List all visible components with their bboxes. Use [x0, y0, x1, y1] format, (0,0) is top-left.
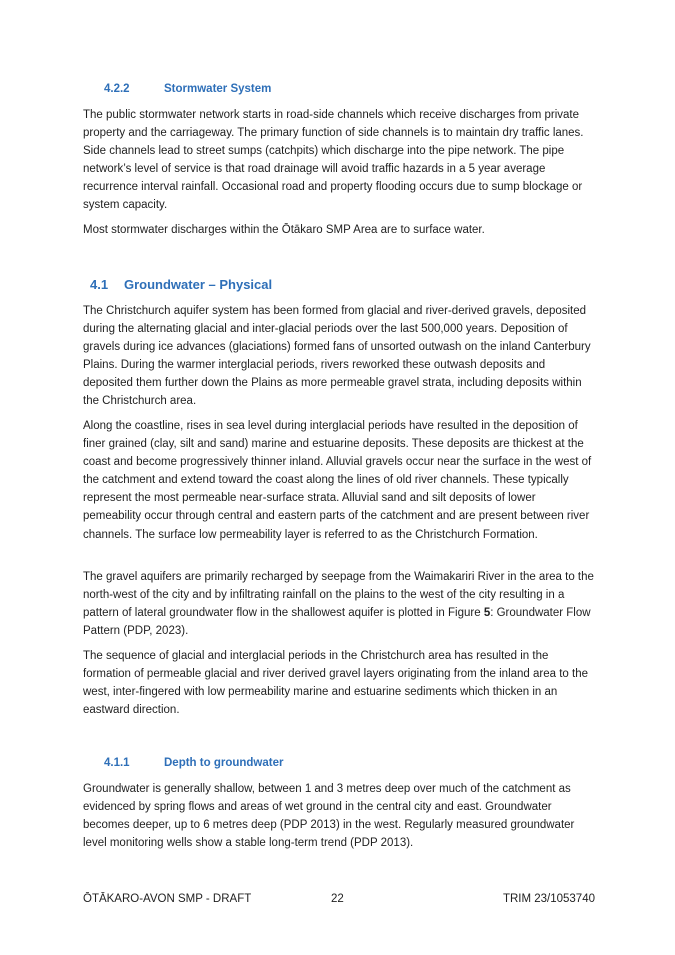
footer-document-title: ŌTĀKARO-AVON SMP - DRAFT: [83, 893, 252, 905]
paragraph: Most stormwater discharges within the Ōtākaro SMP Area are to surface water.: [83, 224, 485, 236]
footer-trim-reference: TRIM 23/1053740: [502, 893, 595, 905]
section-title: Groundwater – Physical: [124, 277, 273, 292]
section-4-1-heading: [90, 277, 272, 292]
paragraph: The public stormwater network starts in road-side channels which receive discharges from private property and the carriageway. The primary function of side channels is to maintain dry traffic lanes. Side channels lead to street sumps (catchpits) which discharge into the pipe network. The pipe network’s level of service is that road drainage will avoid traffic hazards in a 5 year average recurrence interval rainfall. Occasional road and property flooding occurs due to sump blockage or system capacity.: [83, 109, 584, 212]
figure-reference[interactable]: 5: [483, 607, 491, 620]
section-title: Depth to groundwater: [164, 757, 284, 769]
paragraph-text: : Groundwater Flow Pattern (PDP, 2023).: [83, 607, 591, 638]
section-number: 4.2.2: [104, 83, 130, 95]
paragraph-text: The gravel aquifers are primarily recharged by seepage from the Waimakariri River in the area to the north-west of the city and by infiltrating rainfall on the plains to the west of the city resulting in a pattern of lateral groundwater flow in the shallowest aquifer is plotted in Figure: [83, 571, 594, 620]
footer-page-number: 22: [331, 893, 344, 905]
paragraph: Along the coastline, rises in sea level during interglacial periods have resulted in the deposition of finer grained (clay, silt and sand) marine and estuarine deposits. These deposits are thickest at the coast and become progressively thinner inland. Alluvial gravels occur near the surface in the west of the catchment and extend toward the coast along the lines of old river channels. These typically represent the most permeable near-surface strata. Alluvial sand and silt deposits of lower pemeability occur through central and eastern parts of the catchment and are present between river channels. The surface low permeability layer is referred to as the Christchurch Formation.: [83, 420, 592, 541]
section-number: 4.1: [90, 277, 109, 292]
paragraph: Groundwater is generally shallow, between 1 and 3 metres deep over much of the catchment as evidenced by spring flows and areas of wet ground in the central city and east. Groundwater becomes deeper, up to 6 metres deep (PDP 2013) in the west. Regularly measured groundwater level monitoring wells show a stable long-term trend (PDP 2013).: [83, 783, 575, 850]
section-4-1-1-heading: [104, 757, 283, 769]
paragraph-with-figure-ref: [83, 568, 595, 640]
section-4-2-2-heading: [104, 83, 271, 95]
paragraph: The sequence of glacial and interglacial periods in the Christchurch area has resulted in the formation of permeable glacial and river derived gravel layers originating from the inland area to the west, inter-fingered with low permeability marine and estuarine sediments which thicken in an eastward direction.: [83, 650, 588, 717]
section-number: 4.1.1: [104, 757, 130, 769]
section-title: Stormwater System: [164, 83, 272, 95]
paragraph: The Christchurch aquifer system has been formed from glacial and river-derived gravels, deposited during the alternating glacial and inter-glacial periods over the last 500,000 years. Deposition of gravels during ice advances (glaciations) formed fans of unsorted outwash on the inland Canterbury Plains. During the warmer interglacial periods, rivers reworked these outwash deposits and deposited them further down the Plains as more permeable gravel strata, including deposits within the Christchurch area.: [83, 305, 591, 408]
